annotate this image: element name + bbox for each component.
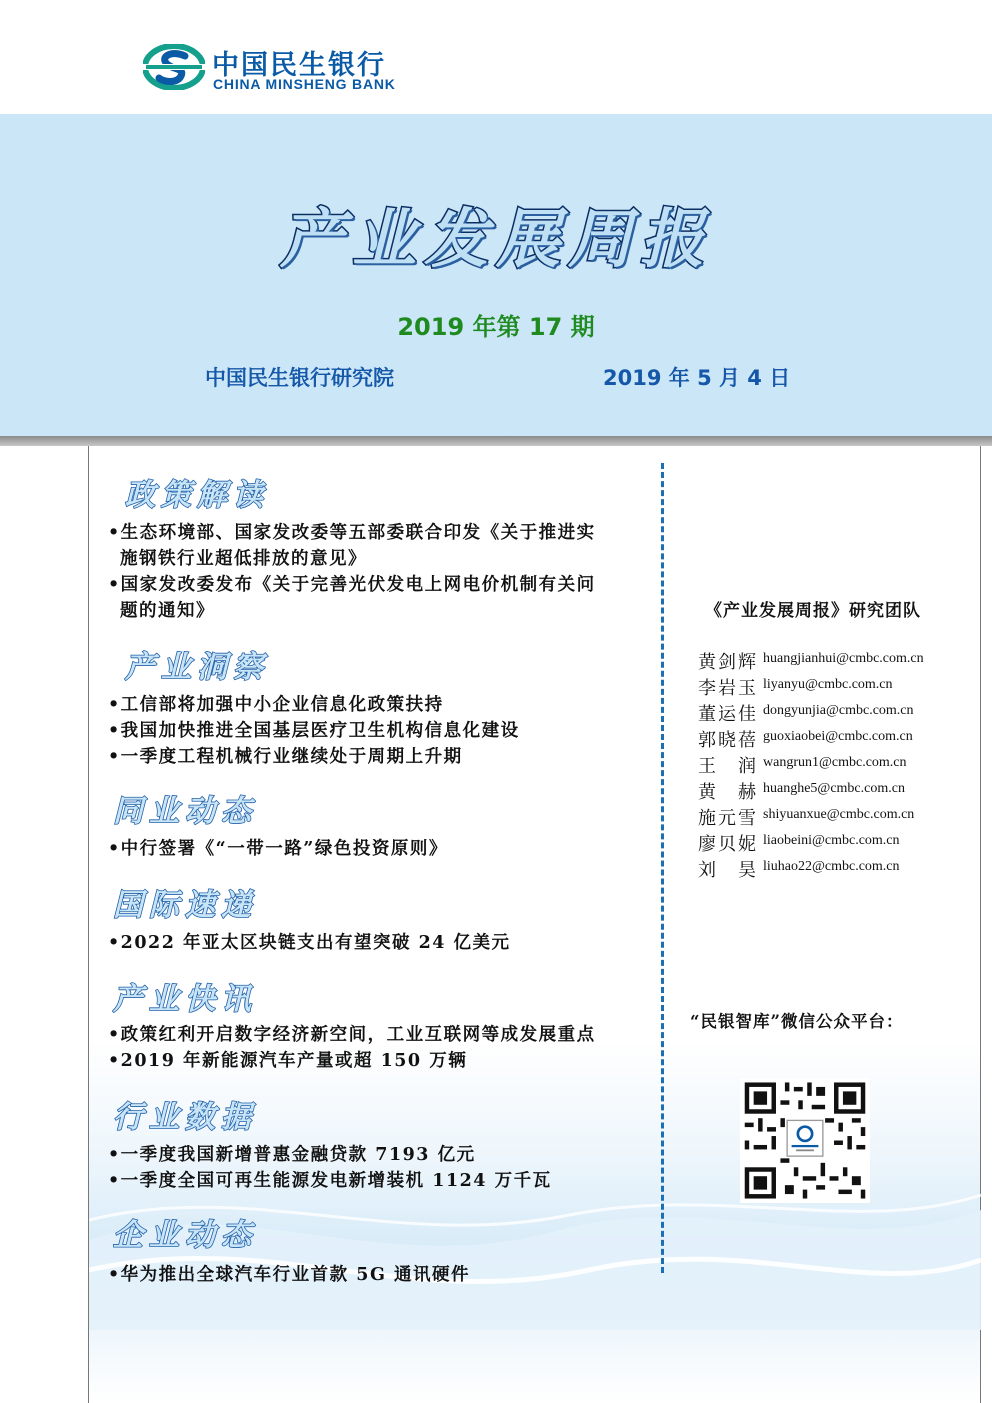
member-name: 王 润 xyxy=(698,756,758,777)
list-item: •生态环境部、国家发改委等五部委联合印发《关于推进实 xyxy=(108,523,596,543)
team-member xyxy=(698,804,958,830)
list-item: •2019 年新能源汽车产量或超 150 万辆 xyxy=(108,1051,468,1071)
section-title-enterprise: 企业动态 xyxy=(113,1218,257,1253)
list-item: •工信部将加强中小企业信息化政策扶持 xyxy=(108,695,444,715)
publication-date: 2019 年 5 月 4 日 xyxy=(603,366,791,390)
team-title: 《产业发展周报》研究团队 xyxy=(705,601,921,621)
member-name: 施元雪 xyxy=(698,808,758,829)
list-item: •政策红利开启数字经济新空间，工业互联网等成发展重点 xyxy=(108,1025,596,1045)
member-email[interactable]: wangrun1@cmbc.com.cn xyxy=(763,755,907,770)
member-email[interactable]: liyanyu@cmbc.com.cn xyxy=(763,677,893,692)
section-title-peers: 同业动态 xyxy=(113,794,257,829)
header-logo-bar xyxy=(0,0,992,114)
member-email[interactable]: huangjianhui@cmbc.com.cn xyxy=(763,651,924,666)
member-name: 廖贝妮 xyxy=(698,834,758,855)
member-name: 黄剑辉 xyxy=(698,652,758,673)
report-title: 产业发展周报 xyxy=(280,202,712,277)
member-name: 黄 赫 xyxy=(698,782,758,803)
list-item: •2022 年亚太区块链支出有望突破 24 亿美元 xyxy=(108,933,511,953)
column-divider xyxy=(661,463,664,1273)
team-member xyxy=(698,830,958,856)
team-member xyxy=(698,752,958,778)
team-member xyxy=(698,648,958,674)
logo-english-name: CHINA MINSHENG BANK xyxy=(213,76,396,92)
list-item: •国家发改委发布《关于完善光伏发电上网电价机制有关问 xyxy=(108,575,596,595)
issue-number: 2019 年第 17 期 xyxy=(397,313,595,341)
member-email[interactable]: shiyuanxue@cmbc.com.cn xyxy=(763,807,915,822)
list-item: •一季度我国新增普惠金融贷款 7193 亿元 xyxy=(108,1145,476,1165)
list-item: •中行签署《“一带一路”绿色投资原则》 xyxy=(108,839,448,859)
list-item: 题的通知》 xyxy=(120,601,215,621)
team-member xyxy=(698,674,958,700)
team-member xyxy=(698,726,958,752)
qr-code-icon[interactable] xyxy=(740,1078,870,1203)
list-item: •我国加快推进全国基层医疗卫生机构信息化建设 xyxy=(108,721,520,741)
member-email[interactable]: guoxiaobei@cmbc.com.cn xyxy=(763,729,913,744)
member-email[interactable]: liuhao22@cmbc.com.cn xyxy=(763,859,900,874)
member-email[interactable]: huanghe5@cmbc.com.cn xyxy=(763,781,905,796)
list-item: 施钢铁行业超低排放的意见》 xyxy=(120,549,367,569)
member-name: 郭晓蓓 xyxy=(698,730,758,751)
wechat-label: “民银智库”微信公众平台： xyxy=(690,1012,904,1031)
banner-shadow xyxy=(0,436,992,446)
section-title-international: 国际速递 xyxy=(113,888,257,923)
section-title-flash: 产业快讯 xyxy=(113,982,257,1017)
section-title-policy: 政策解读 xyxy=(125,478,269,513)
member-name: 董运佳 xyxy=(698,704,758,725)
team-member xyxy=(698,856,958,882)
list-item: •华为推出全球汽车行业首款 5G 通讯硬件 xyxy=(108,1265,470,1285)
member-email[interactable]: dongyunjia@cmbc.com.cn xyxy=(763,703,914,718)
section-title-data: 行业数据 xyxy=(113,1100,257,1135)
institute-name: 中国民生银行研究院 xyxy=(205,366,394,390)
logo-chinese-name: 中国民生银行 xyxy=(212,50,386,81)
minsheng-logo-icon xyxy=(143,44,205,90)
team-member xyxy=(698,700,958,726)
section-title-industry: 产业洞察 xyxy=(125,650,269,685)
team-member xyxy=(698,778,958,804)
list-item: •一季度全国可再生能源发电新增装机 1124 万千瓦 xyxy=(108,1171,552,1191)
member-name: 刘 昊 xyxy=(698,860,758,881)
list-item: •一季度工程机械行业继续处于周期上升期 xyxy=(108,747,463,767)
member-email[interactable]: liaobeini@cmbc.com.cn xyxy=(763,833,900,848)
member-name: 李岩玉 xyxy=(698,678,758,699)
